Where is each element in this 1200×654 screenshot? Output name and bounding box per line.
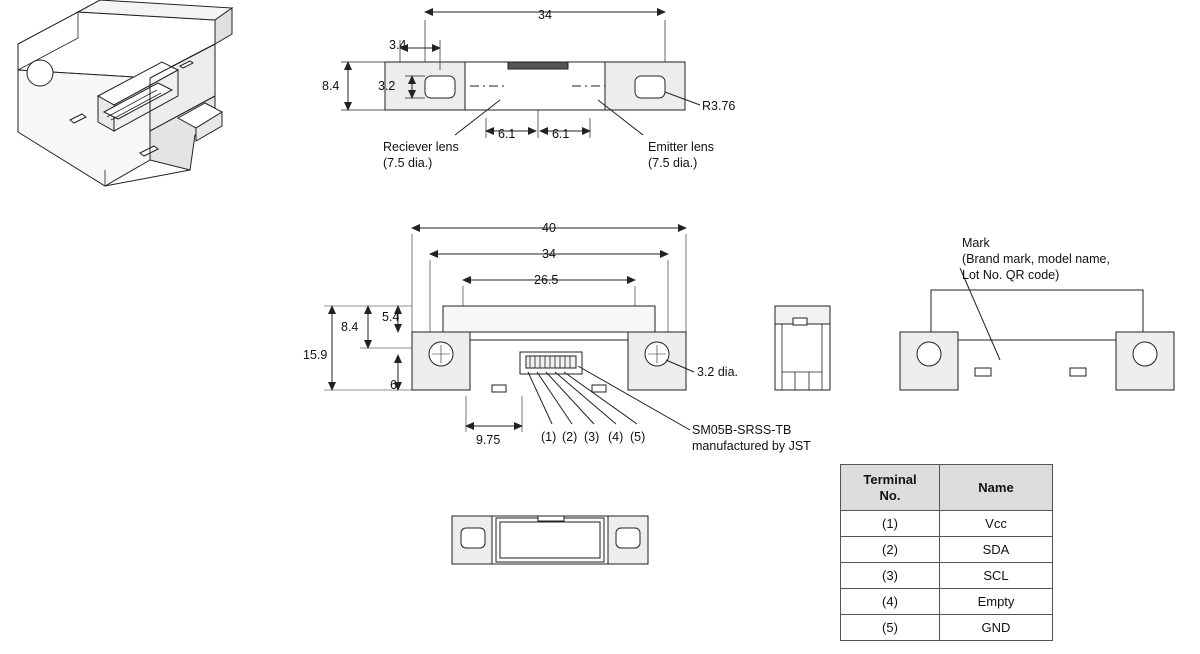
back-view [900,268,1174,390]
header-terminal-no-line1: Terminal [863,472,917,487]
connector-note-line1: SM05B-SRSS-TB [692,423,792,437]
dim-top-overall: 40 [542,221,556,235]
dim-front-lens-offset: 3.4 [389,38,407,52]
table-row [841,511,1053,537]
cell-terminal-name: SDA [940,537,1053,563]
front-view [341,12,700,138]
cell-terminal-name: Vcc [940,511,1053,537]
cell-terminal-name: GND [940,615,1053,641]
cell-terminal-no: (3) [841,563,940,589]
connector-note-line2: manufactured by JST [692,439,811,453]
dim-top-edge-offset: 9.75 [476,433,501,447]
top-view [324,228,694,432]
table-row [841,615,1053,641]
dim-front-height: 8.4 [322,79,340,93]
terminal-table [840,464,1053,641]
table-row [841,563,1053,589]
isometric-view [18,0,232,186]
pin-label-3: (3) [584,430,600,444]
dim-front-inner-height: 3.2 [378,79,396,93]
header-name: Name [940,465,1053,511]
dim-top-hole-dia: 3.2 dia. [697,365,739,379]
dim-front-radius: R3.76 [702,99,736,113]
pin-label-1: (1) [541,430,557,444]
dim-top-flange-height: 8.4 [341,320,359,334]
mark-note-line1: Mark [962,236,990,250]
callout-emitter-lens-line1: Emitter lens [648,140,714,154]
table-row [841,589,1053,615]
mark-note-line2: (Brand mark, model name, [962,252,1110,266]
dim-front-width: 34 [538,8,552,22]
pin-label-2: (2) [562,430,578,444]
callout-receiver-lens-line2: (7.5 dia.) [383,156,433,170]
callout-receiver-lens-line1: Reciever lens [383,140,459,154]
dim-top-lower: 6 [390,378,397,392]
dim-top-step: 5.4 [382,310,400,324]
cell-terminal-no: (5) [841,615,940,641]
pin-label-4: (4) [608,430,624,444]
cell-terminal-no: (2) [841,537,940,563]
header-terminal-no [841,465,940,511]
mark-note-line3: Lot No. QR code) [962,268,1060,282]
dim-top-body: 34 [542,247,556,261]
cell-terminal-no: (4) [841,589,940,615]
pin-label-5: (5) [630,430,646,444]
cell-terminal-name: SCL [940,563,1053,589]
table-row [841,537,1053,563]
cell-terminal-no: (1) [841,511,940,537]
table-header-row [841,465,1053,511]
cell-terminal-name: Empty [940,589,1053,615]
dim-top-inner: 26.5 [534,273,559,287]
dim-front-center-left: 6.1 [498,127,516,141]
dim-top-total-height: 15.9 [303,348,328,362]
header-terminal-no-line2: No. [879,487,901,503]
bottom-view [452,516,648,564]
callout-emitter-lens-line2: (7.5 dia.) [648,156,698,170]
side-view [775,306,830,390]
dim-front-center-right: 6.1 [552,127,570,141]
